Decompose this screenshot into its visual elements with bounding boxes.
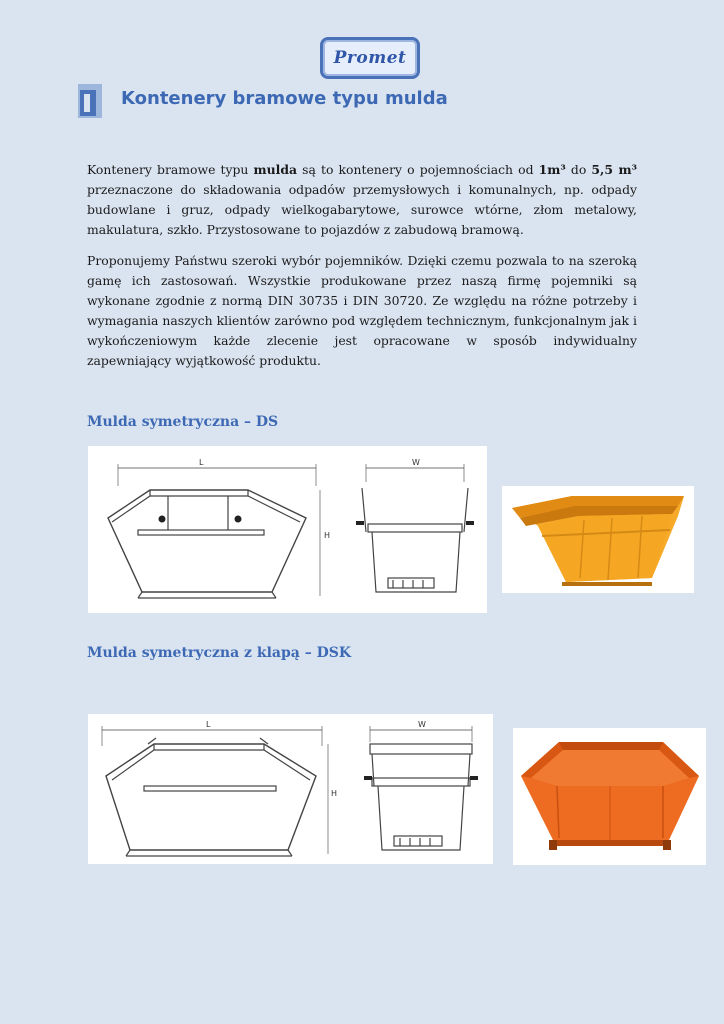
ds-container-photo [502,486,694,593]
dsk-dim-h-label: H [331,789,338,798]
logo-text: Promet [333,48,407,68]
intro-paragraph: Kontenery bramowe typu mulda są to kontenery o pojemnościach od 1m³ do 5,5 m³ przeznaczone do składowania odpadów przemysłowych i komunalnych, np. odpady budowlane i gruz, odpady wielkogabarytowe, surowce wtórne, złom metalowy, makulatura, szkło. Przystosowane to pojazdów z zabudową bramową. [87,162,637,237]
section-heading-dsk: Mulda symetryczna z klapą – DSK [87,645,351,661]
ds-technical-drawing [88,446,487,613]
title-decoration-icon [78,84,102,118]
ds-dim-l-label: L [199,458,204,467]
offer-paragraph: Proponujemy Państwu szeroki wybór pojemników. Dzięki czemu pozwala to na szeroką gamę ich zastosowań. Wszystkie produkowane przez naszą firmę pojemniki są wykonane zgodnie z normą DIN 30735 i DIN 30720. Ze względu na różne potrzeby i wymagania naszych klientów zarówno pod względem technicznym, funkcjonalnym jak i wykończeniowym każde zlecenie jest opracowane w sposób indywidualny zapewniający wyjątkowość produktu. [87,253,637,368]
dsk-container-photo [513,728,706,865]
promet-logo [320,37,420,79]
dsk-technical-drawing [88,714,493,864]
ds-dim-w-label: W [412,458,420,467]
section-heading-ds: Mulda symetryczna – DS [87,414,279,430]
dsk-dim-w-label: W [418,720,426,729]
page-title: Kontenery bramowe typu mulda [121,88,448,109]
ds-dim-h-label: H [324,531,331,540]
dsk-dim-l-label: L [206,720,211,729]
